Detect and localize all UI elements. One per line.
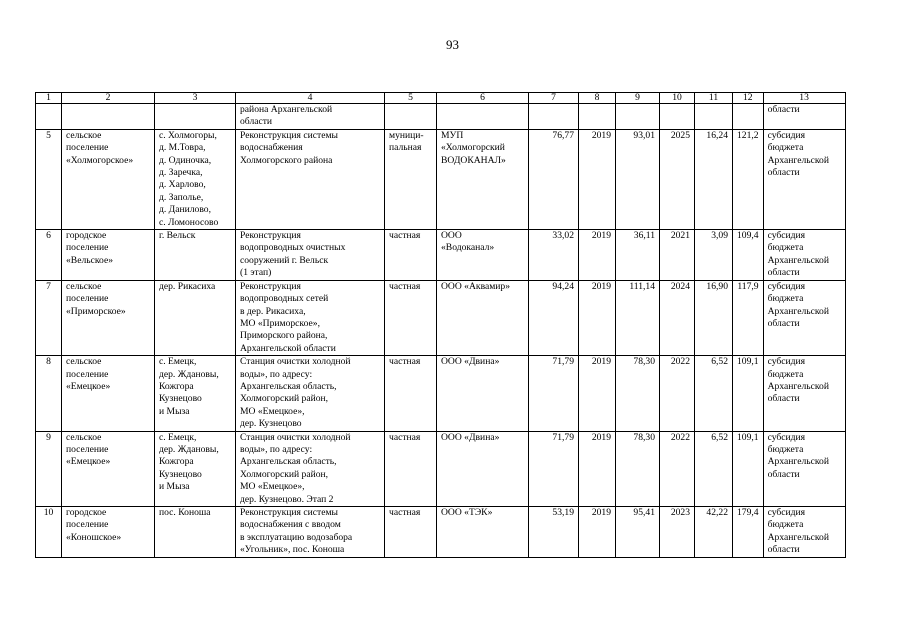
value-col11-cell [695, 280, 733, 355]
settlement-cell-text: сельское поселение «Приморское» [66, 280, 126, 317]
organization-cell-text: ООО «Двина» [441, 356, 500, 368]
row-number [36, 507, 62, 558]
settlement-cell-text: сельское поселение «Холмогорское» [66, 129, 134, 166]
table-row [36, 356, 846, 431]
project-cell [236, 230, 385, 281]
column-number: 5 [385, 93, 437, 104]
source-cell [763, 230, 845, 281]
cell-empty [62, 104, 155, 130]
value-col7-cell [529, 507, 579, 558]
year-col10-cell-text: 2025 [670, 129, 690, 141]
page-number: 93 [446, 37, 459, 52]
settlement-cell-text: сельское поселение «Емецкое» [66, 431, 111, 468]
column-number: 3 [155, 93, 236, 104]
cell-empty [695, 104, 733, 130]
ownership-cell-text: частная [389, 280, 421, 292]
year-col8-cell [579, 507, 616, 558]
row-number [36, 129, 62, 229]
column-number: 12 [733, 93, 764, 104]
value-col12-cell-text: 117,9 [737, 280, 759, 292]
organization-cell-text: ООО «ТЭК» [441, 507, 493, 518]
value-col7-cell-text: 71,79 [552, 356, 574, 368]
source-cell-text: субсидия бюджета Архангельской области [767, 431, 829, 480]
source-cell [763, 431, 845, 506]
value-col9-cell-text: 95,41 [633, 507, 655, 518]
continuation-project-text: района Архангельской области [240, 104, 333, 128]
value-col11-cell [695, 230, 733, 281]
value-col11-cell-text: 42,22 [706, 507, 728, 518]
value-col7-cell-text: 53,19 [552, 507, 574, 518]
value-col9-cell [616, 280, 660, 355]
settlement-cell [62, 129, 155, 229]
source-cell [763, 507, 845, 558]
source-cell-text: субсидия бюджета Архангельской области [767, 230, 829, 279]
ownership-cell [385, 431, 437, 506]
settlement-cell-text: сельское поселение «Емецкое» [66, 356, 111, 392]
table-row [36, 280, 846, 355]
settlement-cell [62, 356, 155, 431]
project-cell [236, 356, 385, 431]
value-col12-cell [733, 356, 764, 431]
settlement-cell-text: городское поселение «Вельское» [66, 230, 114, 266]
year-col8-cell-text: 2019 [591, 230, 611, 242]
source-cell [763, 129, 845, 229]
source-cell [763, 280, 845, 355]
value-col12-cell-text: 179,4 [737, 507, 759, 518]
year-col10-cell-text: 2021 [670, 230, 690, 242]
organization-cell-text: ООО «Аквамир» [441, 280, 511, 292]
value-col7-cell-text: 33,02 [552, 230, 574, 242]
column-number: 7 [529, 93, 579, 104]
ownership-cell [385, 507, 437, 558]
value-col12-cell-text: 109,1 [737, 431, 759, 443]
locality-cell-text: с. Емецк, дер. Ждановы, Кожгора Кузнецово и Мыза [159, 356, 219, 417]
project-cell [236, 431, 385, 506]
organization-cell [437, 507, 529, 558]
settlement-cell-text: городское поселение «Коношское» [66, 507, 122, 543]
column-number: 10 [660, 93, 695, 104]
value-col11-cell [695, 507, 733, 558]
project-cell-text: Реконструкция системы водоснабжения Холмогорского района [240, 129, 338, 166]
organization-cell-text: МУП «Холмогорский ВОДОКАНАЛ» [441, 129, 506, 166]
value-col7-cell [529, 356, 579, 431]
value-col12-cell [733, 280, 764, 355]
organization-cell [437, 230, 529, 281]
organization-cell [437, 280, 529, 355]
locality-cell-text: дер. Рикасиха [159, 280, 216, 292]
table-row [36, 431, 846, 506]
value-col11-cell [695, 356, 733, 431]
value-col7-cell [529, 431, 579, 506]
locality-cell [155, 280, 236, 355]
year-col10-cell-text: 2024 [670, 280, 690, 292]
row-number-text: 6 [46, 230, 51, 242]
locality-cell [155, 507, 236, 558]
year-col8-cell-text: 2019 [591, 507, 611, 518]
ownership-cell-text: частная [389, 507, 421, 518]
row-number-text: 8 [46, 356, 51, 368]
row-number [36, 431, 62, 506]
value-col7-cell-text: 76,77 [552, 129, 574, 141]
locality-cell-text: с. Холмогоры, д. М.Товра, д. Одиночка, д. Заречка, д. Харлово, д. Заполье, д. Данилово, с. Ломоносово [159, 129, 219, 228]
value-col9-cell-text: 78,30 [633, 431, 655, 443]
locality-cell [155, 230, 236, 281]
project-cell-text: Реконструкция водопроводных сетей в дер. Рикасиха, МО «Приморское», Приморского района, Архангельской области [240, 280, 336, 354]
continuation-row [36, 104, 846, 130]
value-col11-cell-text: 16,90 [706, 280, 728, 292]
ownership-cell [385, 280, 437, 355]
value-col11-cell [695, 431, 733, 506]
ownership-cell-text: муници- пальная [389, 129, 424, 154]
year-col8-cell [579, 129, 616, 229]
locality-cell [155, 431, 236, 506]
value-col9-cell [616, 129, 660, 229]
organization-cell-text: ООО «Водоканал» [441, 230, 495, 254]
value-col12-cell [733, 507, 764, 558]
locality-cell [155, 356, 236, 431]
ownership-cell [385, 356, 437, 431]
column-number: 4 [236, 93, 385, 104]
value-col11-cell-text: 16,24 [706, 129, 728, 141]
ownership-cell-text: частная [389, 356, 421, 368]
year-col10-cell [660, 129, 695, 229]
value-col7-cell [529, 129, 579, 229]
source-cell-text: субсидия бюджета Архангельской области [767, 507, 829, 556]
cell-empty [579, 104, 616, 130]
value-col12-cell-text: 109,1 [737, 356, 759, 368]
ownership-cell-text: частная [389, 230, 421, 242]
value-col9-cell-text: 78,30 [633, 356, 655, 368]
year-col10-cell [660, 431, 695, 506]
value-col7-cell [529, 230, 579, 281]
row-number [36, 356, 62, 431]
organization-cell [437, 356, 529, 431]
settlement-cell [62, 431, 155, 506]
project-cell-text: Реконструкция водопроводных очистных сооружений г. Вельск (1 этап) [240, 230, 346, 279]
cell-empty [385, 104, 437, 130]
locality-cell [155, 129, 236, 229]
settlement-cell [62, 280, 155, 355]
ownership-cell-text: частная [389, 431, 421, 443]
value-col7-cell [529, 280, 579, 355]
settlement-cell [62, 507, 155, 558]
locality-cell-text: пос. Коноша [159, 507, 211, 518]
project-cell [236, 507, 385, 558]
row-number-text: 5 [46, 129, 51, 141]
cell-empty [155, 104, 236, 130]
locality-cell-text: с. Емецк, дер. Ждановы, Кожгора Кузнецово и Мыза [159, 431, 219, 493]
project-cell [236, 280, 385, 355]
value-col7-cell-text: 71,79 [552, 431, 574, 443]
year-col8-cell-text: 2019 [591, 431, 611, 443]
value-col11-cell-text: 6,52 [711, 356, 728, 368]
cell-empty [437, 104, 529, 130]
organization-cell-text: ООО «Двина» [441, 431, 500, 443]
column-number: 13 [763, 93, 845, 104]
value-col12-cell-text: 121,2 [737, 129, 759, 141]
row-number-text: 7 [46, 280, 51, 292]
year-col10-cell [660, 356, 695, 431]
column-number: 1 [36, 93, 62, 104]
row-number-text: 10 [43, 507, 54, 518]
ownership-cell [385, 129, 437, 229]
cell-empty [616, 104, 660, 130]
organization-cell [437, 129, 529, 229]
project-cell-text: Реконструкция системы водоснабжения с вводом в эксплуатацию водозабора «Угольник», пос. Коноша [240, 507, 353, 556]
value-col9-cell-text: 36,11 [633, 230, 655, 242]
year-col10-cell-text: 2022 [670, 356, 690, 368]
year-col8-cell-text: 2019 [591, 280, 611, 292]
value-col9-cell-text: 111,14 [629, 280, 655, 292]
year-col8-cell [579, 431, 616, 506]
source-cell-text: субсидия бюджета Архангельской области [767, 129, 829, 179]
row-number [36, 280, 62, 355]
year-col8-cell-text: 2019 [591, 356, 611, 368]
locality-cell-text: г. Вельск [159, 230, 196, 242]
project-cell [236, 129, 385, 229]
year-col8-cell-text: 2019 [591, 129, 611, 141]
column-number: 11 [695, 93, 733, 104]
year-col8-cell [579, 230, 616, 281]
project-cell-text: Станция очистки холодной воды», по адресу: Архангельская область, Холмогорский район, МО «Емецкое», дер. Кузнецово. Этап 2 [240, 431, 351, 505]
cell-empty [733, 104, 764, 130]
year-col10-cell [660, 230, 695, 281]
value-col9-cell [616, 431, 660, 506]
source-cell-text: субсидия бюджета Архангельской области [767, 356, 829, 405]
value-col9-cell [616, 356, 660, 431]
source-cell [763, 356, 845, 431]
project-cell-text: Станция очистки холодной воды», по адресу: Архангельская область, Холмогорский район, МО «Емецкое», дер. Кузнецово [240, 356, 351, 430]
column-number: 6 [437, 93, 529, 104]
year-col10-cell-text: 2022 [670, 431, 690, 443]
year-col10-cell-text: 2023 [670, 507, 690, 518]
row-number [36, 230, 62, 281]
year-col8-cell [579, 356, 616, 431]
table-row [36, 507, 846, 558]
column-number: 2 [62, 93, 155, 104]
settlement-cell [62, 230, 155, 281]
column-number: 8 [579, 93, 616, 104]
value-col9-cell [616, 230, 660, 281]
cell-empty [660, 104, 695, 130]
data-table [35, 92, 846, 558]
value-col7-cell-text: 94,24 [552, 280, 574, 292]
table-row [36, 230, 846, 281]
table-row [36, 129, 846, 229]
value-col12-cell [733, 431, 764, 506]
value-col9-cell-text: 93,01 [633, 129, 655, 141]
value-col12-cell-text: 109,4 [737, 230, 759, 242]
column-number-row [36, 93, 846, 104]
cell-empty [529, 104, 579, 130]
year-col8-cell [579, 280, 616, 355]
value-col11-cell [695, 129, 733, 229]
value-col11-cell-text: 6,52 [711, 431, 728, 443]
column-number: 9 [616, 93, 660, 104]
year-col10-cell [660, 280, 695, 355]
value-col12-cell [733, 230, 764, 281]
row-number-text: 9 [46, 431, 51, 443]
value-col11-cell-text: 3,09 [711, 230, 728, 242]
continuation-source-text: области [767, 104, 800, 115]
ownership-cell [385, 230, 437, 281]
value-col12-cell [733, 129, 764, 229]
value-col9-cell [616, 507, 660, 558]
source-cell-text: субсидия бюджета Архангельской области [767, 280, 829, 329]
cell-empty [36, 104, 62, 130]
year-col10-cell [660, 507, 695, 558]
organization-cell [437, 431, 529, 506]
